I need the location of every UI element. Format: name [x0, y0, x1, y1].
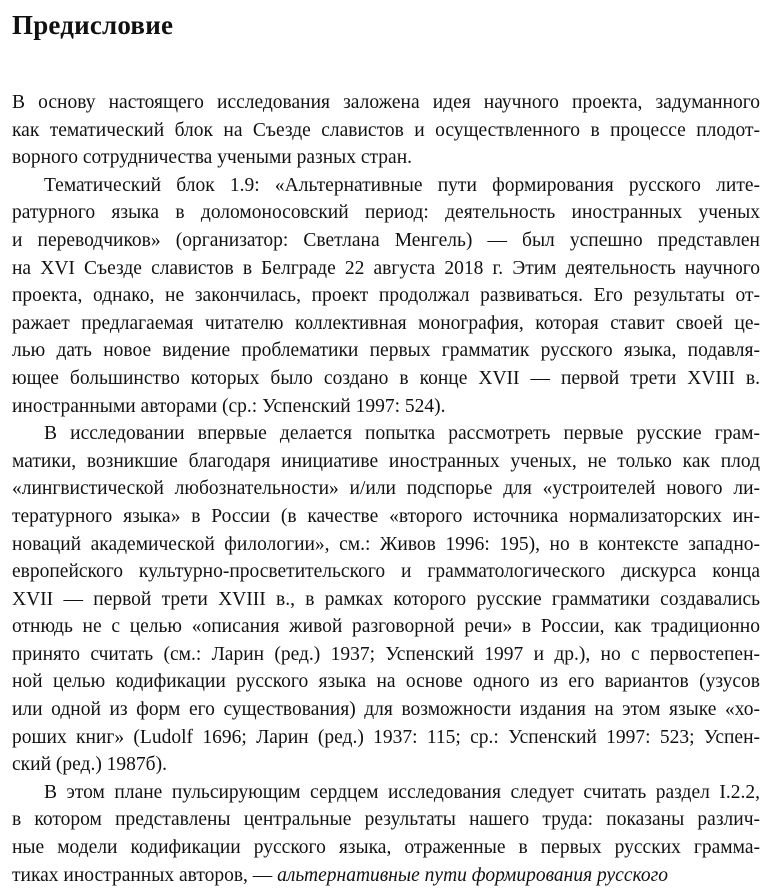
body-text — [12, 89, 760, 889]
text-line: европейского культурно-просветительского и грамматологического дискурса конца — [12, 561, 760, 583]
text-line: В этом плане пульсирующим сердцем исследования следует считать раздел I.2.2, — [44, 781, 760, 803]
page — [12, 0, 760, 889]
text-line: проекта, однако, не закончилась, проект продолжал развиваться. Его результаты от- — [12, 285, 760, 307]
text-line: как тематический блок на Съезде славистов и осуществленного в процессе плодот- — [12, 119, 760, 141]
text-line: В исследовании впервые делается попытка рассмотреть первые русские грам- — [44, 423, 760, 445]
text-line: Тематический блок 1.9: «Альтернативные пути формирования русского лите- — [44, 174, 760, 196]
text-line: матики, возникшие благодаря инициативе иностранных ученых, не только как плод — [12, 450, 760, 472]
text-line: XVII — первой трети XVIII в., в рамках которого русские грамматики создавались — [12, 588, 760, 610]
text-line: или одной из форм его существования) для возможности издания на этом языке «хо- — [12, 699, 760, 721]
text-line: ражает предлагаемая читателю коллективная монография, которая ставит своей це- — [12, 312, 760, 334]
text-line-mixed — [12, 862, 760, 889]
text-line: ющее большинство которых было создано в конце XVII — первой трети XVIII в. — [12, 367, 760, 389]
text-line: отнюдь не с целью «описания живой разговорной речи» в России, как традиционно — [12, 616, 760, 638]
text-line: лью дать новое видение проблематики первых грамматик русского языка, подавля- — [12, 340, 760, 362]
text-line: В основу настоящего исследования заложена идея научного проекта, задуманного — [12, 92, 760, 113]
text-line: тературного языка» в России (в качестве «второго источника нормализаторских ин- — [12, 505, 760, 527]
text-line: роших книг» (Ludolf 1696; Ларин (ред.) 1937: 115; ср.: Успенский 1997: 523; Успен- — [12, 726, 760, 748]
text-line-start: тиках иностранных авторов, — — [12, 864, 273, 886]
text-line: ные модели кодификации русского языка, отраженные в первых русских грамма- — [12, 837, 760, 859]
text-line: ратурного языка в доломоносовский период: деятельность иностранных ученых — [12, 202, 760, 224]
text-line: ной целью кодификации русского языка на основе одного из его вариантов (узусов — [12, 671, 760, 693]
section-heading: Предисловие — [12, 10, 174, 40]
italic-phrase: альтернативные пути формирования русского — [277, 864, 668, 886]
text-line: иностранными авторами (ср.: Успенский 1997: 524). — [12, 395, 446, 417]
text-line: и переводчиков» (организатор: Светлана Менгель) — был успешно представлен — [12, 229, 760, 251]
text-line: «лингвистической любознательности» и/или подспорье для «устроителей нового ли- — [12, 478, 760, 500]
text-line: на XVI Съезде славистов в Белграде 22 августа 2018 г. Этим деятельность научного — [12, 257, 760, 279]
text-line: в котором представлены центральные результаты нашего труда: показаны различ- — [12, 809, 760, 831]
text-line: ский (ред.) 1987б). — [12, 754, 167, 776]
text-line: принято считать (см.: Ларин (ред.) 1937; Успенский 1997 и др.), но с первостепен- — [12, 643, 760, 665]
text-line: новаций академической филологии», см.: Живов 1996: 195), но в контексте западно- — [12, 533, 760, 555]
text-line: ворного сотрудничества учеными разных стран. — [12, 147, 413, 169]
